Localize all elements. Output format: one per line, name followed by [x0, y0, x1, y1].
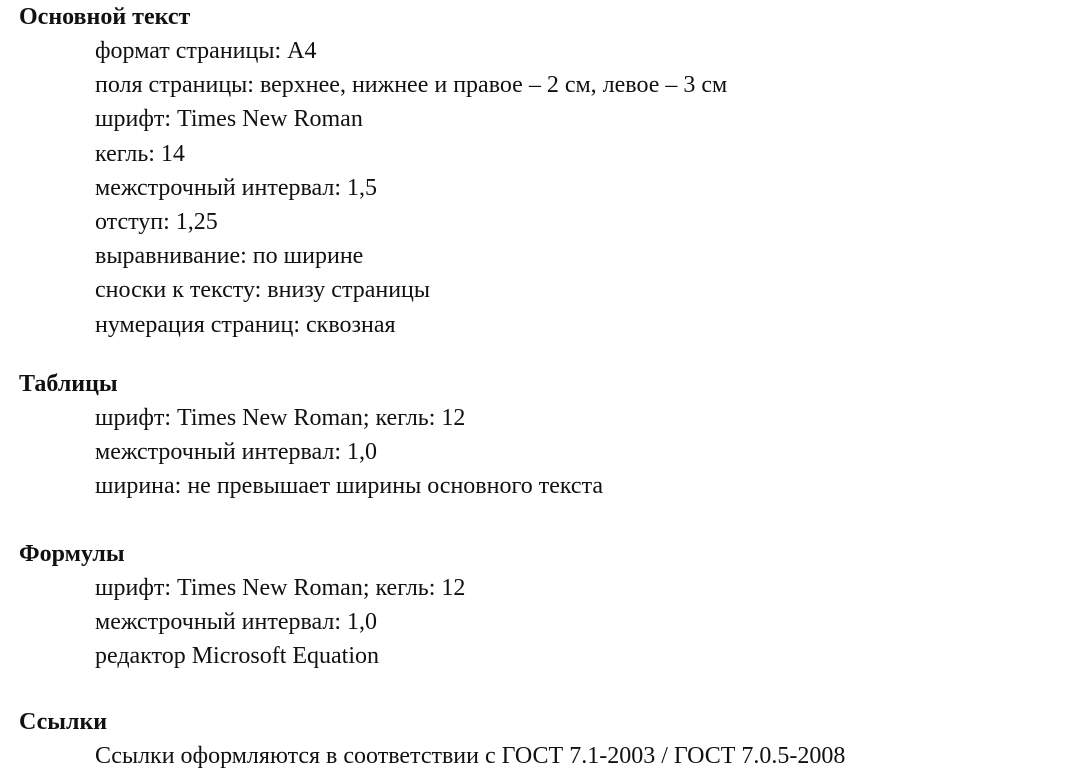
- list-item: шрифт: Times New Roman; кегль: 12: [95, 575, 466, 601]
- list-item: Ссылки оформляются в соответствии с ГОСТ 7.1-2003 / ГОСТ 7.0.5-2008: [95, 743, 846, 769]
- list-item: выравнивание: по ширине: [95, 243, 364, 270]
- section-heading: Формулы: [19, 541, 125, 567]
- list-item: межстрочный интервал: 1,0: [95, 439, 378, 466]
- list-item: ширина: не превышает ширины основного текста: [95, 473, 603, 500]
- section-tables: [19, 367, 603, 504]
- list-item: отступ: 1,25: [95, 208, 218, 235]
- list-item: кегль: 14: [95, 140, 185, 167]
- list-item: поля страницы: верхнее, нижнее и правое – 2 см, левое – 3 см: [95, 72, 728, 99]
- section-heading: Таблицы: [19, 371, 118, 397]
- list-item: межстрочный интервал: 1,0: [95, 609, 378, 636]
- list-item: шрифт: Times New Roman; кегль: 12: [95, 405, 466, 431]
- list-item: сноски к тексту: внизу страницы: [95, 277, 431, 304]
- section-formulas: [19, 537, 465, 674]
- section-main-text: [19, 0, 727, 342]
- list-item: формат страницы: А4: [95, 38, 317, 64]
- section-heading: Основной текст: [19, 4, 191, 30]
- list-item: межстрочный интервал: 1,5: [95, 174, 378, 201]
- section-links: [19, 705, 845, 773]
- list-item: редактор Microsoft Equation: [95, 643, 380, 670]
- list-item: нумерация страниц: сквозная: [95, 311, 396, 338]
- section-heading: Ссылки: [19, 709, 108, 735]
- list-item: шрифт: Times New Roman: [95, 106, 363, 133]
